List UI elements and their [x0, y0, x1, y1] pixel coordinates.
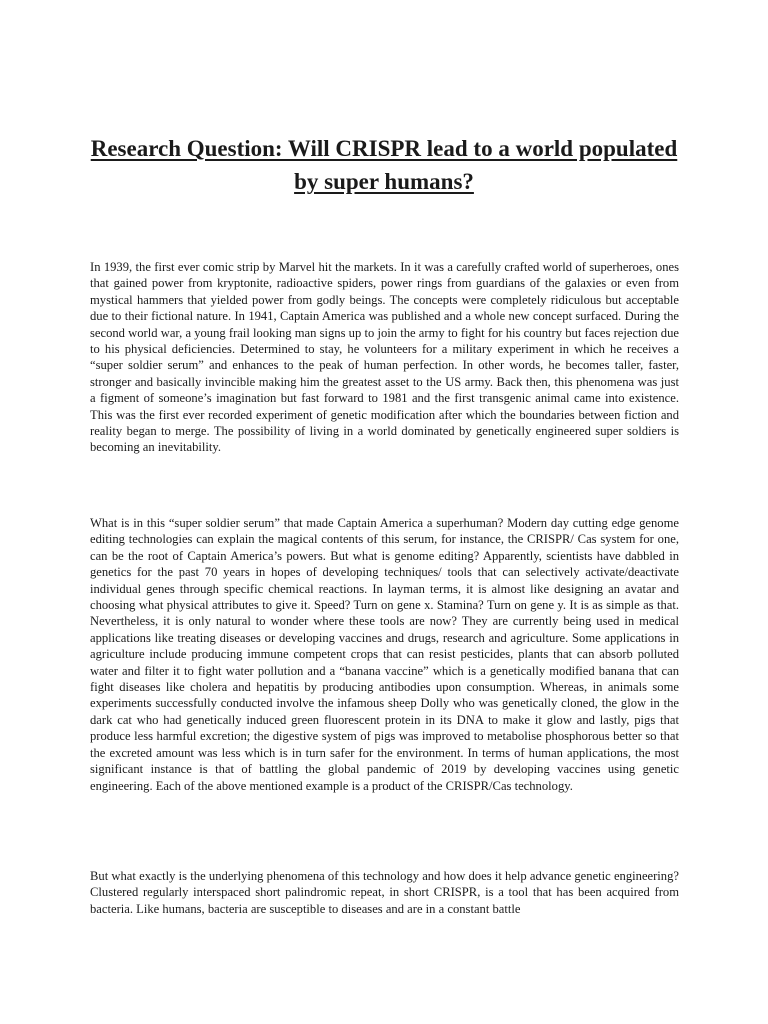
- paragraph-1: In 1939, the first ever comic strip by Marvel hit the markets. In it was a carefully crafted world of superheroes, ones that gained power from kryptonite, radioactive spiders, power rings from guardians of the galaxies or even from mystical hammers that yielded power from godly beings. The concepts were completely ridiculous but acceptable due to their fictional nature. In 1941, Captain America was published and a whole new concept surfaced. During the second world war, a young frail looking man signs up to join the army to fight for his country but faces rejection due to his physical deficiencies. Determined to stay, he volunteers for a military experiment in which he receives a “super soldier serum” and enhances to the peak of human perfection. In other words, he becomes taller, faster, stronger and basically invincible making him the greatest asset to the US army. Back then, this phenomena was just a figment of someone’s imagination but fast forward to 1981 and the first transgenic animal came into existence. This was the first ever recorded experiment of genetic modification after which the boundaries between fiction and reality began to merge. The possibility of living in a world dominated by genetically engineered super soldiers is becoming an inevitability.: [90, 260, 679, 455]
- paragraph-3: But what exactly is the underlying phenomena of this technology and how does it help advance genetic engineering? Clustered regularly interspaced short palindromic repeat, in short CRISPR, is a tool that has been acquired from bacteria. Like humans, bacteria are susceptible to diseases and are in a constant battle: [90, 869, 679, 916]
- paragraph-2: What is in this “super soldier serum” that made Captain America a superhuman? Modern day cutting edge genome editing technologies can explain the magical contents of this serum, for instance, the CRISPR/ Cas system for one, can be the root of Captain America’s powers. But what is genome editing? Apparently, scientists have dabbled in genetics for the past 70 years in hopes of developing techniques/ tools that can selectively activate/deactivate individual genes through specific chemical reactions. In layman terms, it is almost like designing an avatar and choosing what physical attributes to give it. Speed? Turn on gene x. Stamina? Turn on gene y. It is as simple as that. Nevertheless, it is only natural to wonder where these tools are now? They are currently being used in medical applications like treating diseases or developing vaccines and drugs, research and agriculture. Some applications in agriculture include producing immune competent crops that can resist pesticides, plants that can absorb polluted water and filter it to fight water pollution and a “banana vaccine” which is a genetically modified banana that can fight diseases like cholera and hepatitis by producing antibodies upon consumption. Whereas, in animals some experiments successfully conducted involve the infamous sheep Dolly who was genetically cloned, the glow in the dark cat who had genetically induced green fluorescent protein in its DNA to make it glow and lastly, pigs that produce less harmful excretion; the digestive system of pigs was improved to metabolise phosphorous better so that the excreted amount was less which is in turn safer for the environment. In terms of human applications, the most significant instance is that of battling the global pandemic of 2019 by developing vaccines using genetic engineering. Each of the above mentioned example is a product of the CRISPR/Cas technology.: [90, 516, 679, 793]
- document-title: Research Question: Will CRISPR lead to a world populated by super humans?: [90, 136, 678, 194]
